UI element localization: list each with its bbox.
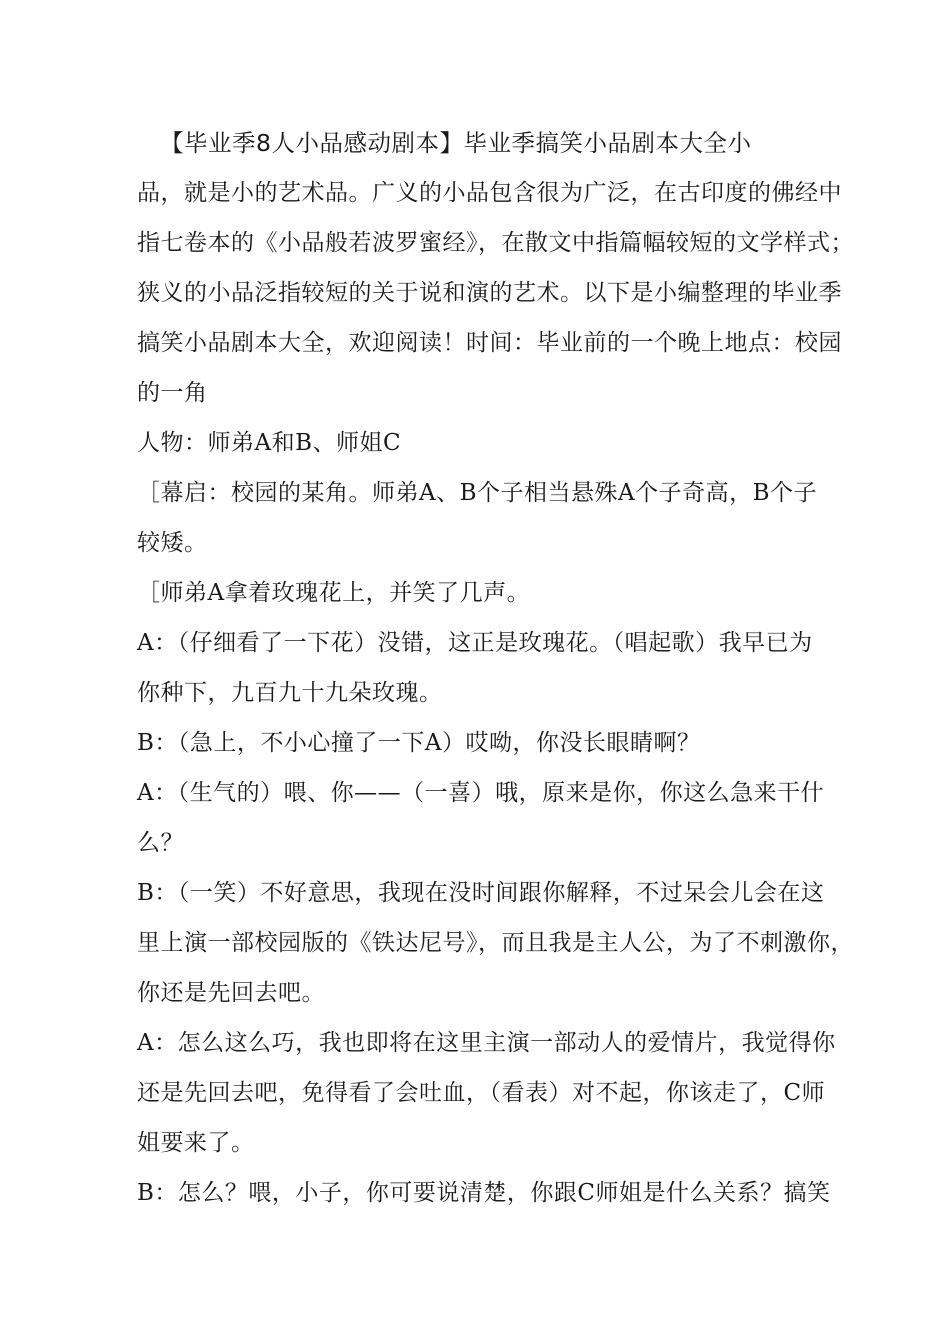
dialogue-line: 你还是先回去吧。	[137, 980, 325, 1006]
dialogue-line: 还是先回去吧，免得看了会吐血，（看表）对不起，你该走了，C师	[137, 1080, 826, 1106]
dialogue-line: B：（一笑）不好意思，我现在没时间跟你解释，不过呆会儿会在这	[137, 880, 825, 906]
dialogue-line: A：怎么这么巧，我也即将在这里主演一部动人的爱情片，我觉得你	[137, 1030, 836, 1056]
paragraph-line: 品，就是小的艺术品。广义的小品包含很为广泛，在古印度的佛经中	[137, 180, 842, 206]
paragraph-line: 搞笑小品剧本大全，欢迎阅读！时间：毕业前的一个晚上地点：校园	[137, 330, 842, 356]
title-line: 【毕业季8人小品感动剧本】毕业季搞笑小品剧本大全小	[160, 129, 752, 157]
dialogue-line: A：（仔细看了一下花）没错，这正是玫瑰花。（唱起歌）我早已为	[137, 630, 813, 656]
dialogue-line: B：怎么？喂，小子，你可要说清楚，你跟C师姐是什么关系？搞笑	[137, 1180, 831, 1206]
stage-direction-line: ［师弟A拿着玫瑰花上，并笑了几声。	[137, 580, 531, 606]
dialogue-line: 姐要来了。	[137, 1130, 255, 1156]
stage-direction-line: 较矮。	[137, 530, 208, 556]
stage-direction-line: ［幕启：校园的某角。师弟A、B个子相当悬殊A个子奇高，B个子	[137, 480, 818, 506]
dialogue-line: A：（生气的）喂、你——（一喜）哦，原来是你，你这么急来干什	[137, 780, 825, 806]
paragraph-line: 狭义的小品泛指较短的关于说和演的艺术。以下是小编整理的毕业季	[137, 280, 842, 306]
characters-line: 人物：师弟A和B、师姐C	[137, 430, 402, 456]
paragraph-line: 指七卷本的《小品般若波罗蜜经》，在散文中指篇幅较短的文学样式；	[137, 230, 854, 256]
dialogue-line: 你种下，九百九十九朵玫瑰。	[137, 680, 443, 706]
paragraph-line: 的一角	[137, 380, 208, 406]
dialogue-line: 么？	[137, 830, 184, 856]
document-body	[137, 118, 854, 1218]
dialogue-line: 里上演一部校园版的《铁达尼号》，而且我是主人公，为了不刺激你，	[137, 930, 854, 956]
dialogue-line: B：（急上，不小心撞了一下A）哎呦，你没长眼睛啊？	[137, 730, 701, 756]
